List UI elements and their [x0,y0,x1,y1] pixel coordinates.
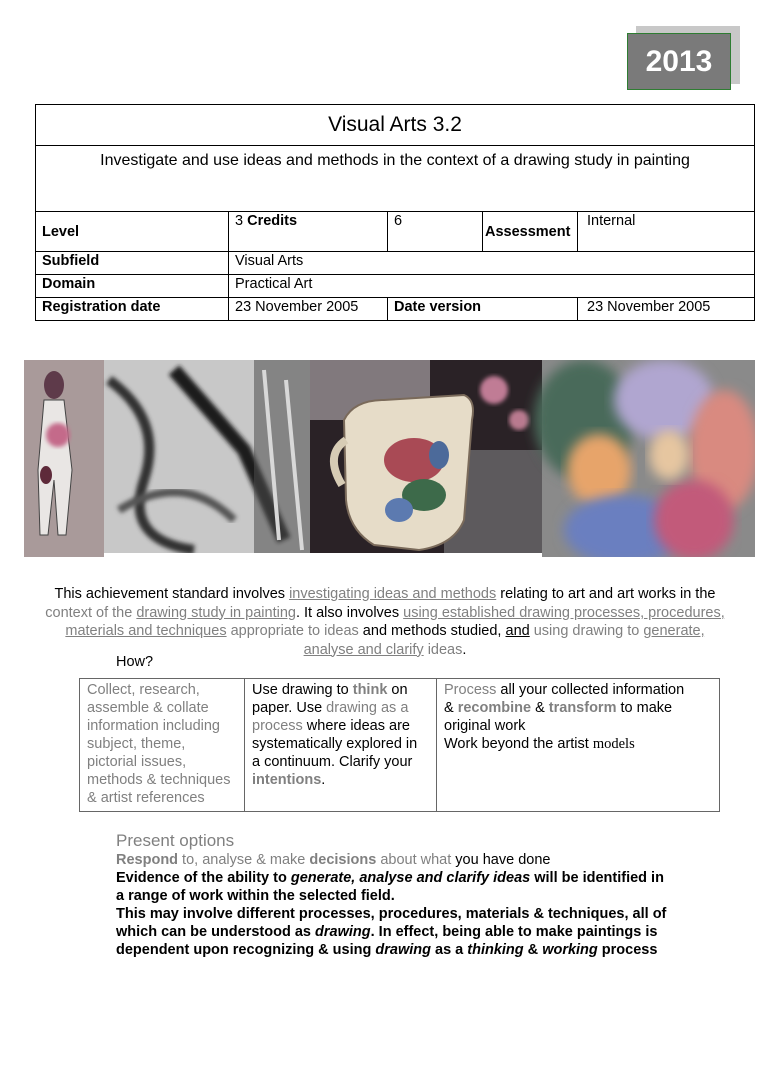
subfield-label: Subfield [36,252,229,275]
collage-panel-drawing [104,360,314,557]
date-version-label: Date version [388,298,578,321]
how-drawing-cell: Use drawing to think on paper. Use drawing as a process where ideas are systematically explored in a continuum. Clarify your intentions. [245,679,437,812]
domain-value: Practical Art [229,275,755,298]
registration-date-value: 23 November 2005 [229,298,388,321]
processes-paragraph: This may involve different processes, procedures, materials & techniques, all of which can be understood as drawing. In effect, being able to make paintings is dependent upon recognizing & using drawing as a thinking & working process [116,906,667,958]
collage-panel-painting [534,360,755,557]
subfield-value: Visual Arts [229,252,755,275]
collage-panel-figure [24,360,104,557]
how-process-cell: Process all your collected information & recombine & transform to make original work Work beyond the artist models [437,679,720,812]
year-badge: 2013 [627,33,731,90]
respond-line: Respond to, analyse & make decisions about what you have done [116,852,551,868]
standard-title: Visual Arts 3.2 [36,105,755,146]
level-label: Level [36,212,229,252]
level-value: 3 Credits [229,212,388,252]
link-drawing-study[interactable]: drawing study in painting [136,604,296,621]
present-options-section [116,832,676,959]
collage-panel-jug [310,360,542,557]
domain-label: Domain [36,275,229,298]
link-established-processes[interactable]: using established drawing processes, procedures, materials and techniques [65,604,725,639]
standard-info-table [35,104,755,321]
how-table [79,678,720,812]
present-options-heading: Present options [116,831,235,850]
registration-date-label: Registration date [36,298,229,321]
link-generate-analyse[interactable]: generate, analyse and clarify [303,623,705,658]
artwork-collage [24,360,755,557]
credits-value: 6 [388,212,483,252]
assessment-value: Internal [578,212,755,252]
link-investigating-ideas[interactable]: investigating ideas and methods [289,586,497,602]
assessment-label: Assessment [483,212,578,252]
achievement-intro: This achievement standard involves investigating ideas and methods relating to art and art works in the context of the drawing study in painting. It also involves using established drawing processes, procedures, materials and techniques appropriate to ideas and methods studied, and using drawing to generate, analyse and clarify ideas. [45,586,725,658]
how-collect-cell: Collect, research, assemble & collate information including subject, theme, pictorial issues, methods & techniques & artist references [80,679,245,812]
evidence-paragraph: Evidence of the ability to generate, analyse and clarify ideas will be identified in a range of work within the selected field. [116,870,664,904]
standard-subtitle: Investigate and use ideas and methods in the context of a drawing study in painting [36,146,755,212]
date-version-value: 23 November 2005 [578,298,755,321]
how-label: How? [116,654,154,670]
